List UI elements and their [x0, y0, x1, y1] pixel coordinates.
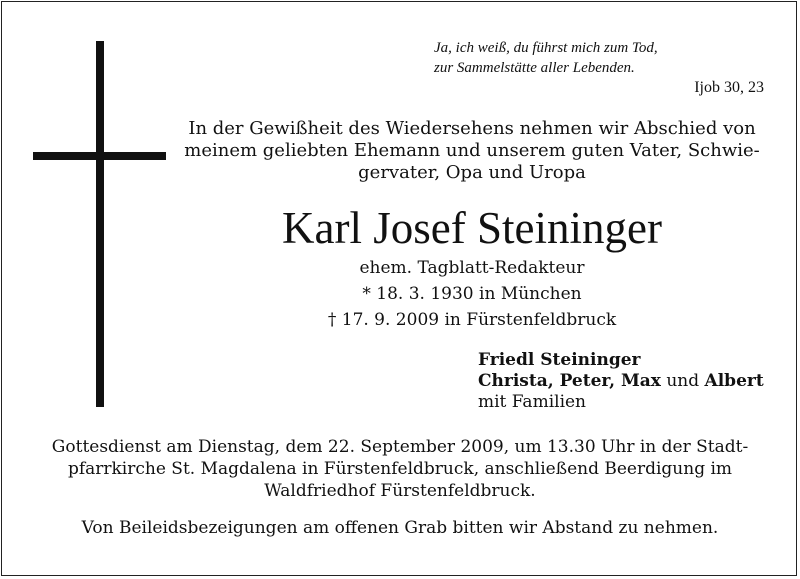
funeral-service-info [24, 436, 776, 502]
name-separator: , [547, 371, 560, 391]
service-line: Gottesdienst am Dienstag, dem 22. September 2009, um 13.30 Uhr in der Stadt- [51, 437, 749, 457]
verse-line: Ja, ich weiß, du führst mich zum Tod, [434, 40, 658, 56]
intro-line: meinem geliebten Ehemann und unserem guten Vater, Schwie- [184, 140, 760, 161]
mourner-child: Max [620, 371, 661, 391]
mourner-child: Peter [559, 371, 610, 391]
service-line: Waldfriedhof Fürstenfeldbruck. [264, 481, 536, 501]
mourners [478, 350, 788, 413]
mourner-families: mit Familien [478, 392, 587, 412]
mourner-child: Christa [478, 371, 548, 391]
service-line: pfarrkirche St. Magdalena in Fürstenfeldbruck, anschließend Beerdigung im [67, 459, 733, 479]
deceased-details [176, 255, 768, 333]
death-date: † 17. 9. 2009 in Fürstenfeldbruck [327, 310, 617, 330]
verse-line: zur Sammelstätte aller Lebenden. [434, 60, 635, 76]
intro-line: gervater, Opa und Uropa [358, 162, 586, 183]
verse-reference: Ijob 30, 23 [694, 79, 764, 96]
mourner-child: Albert [704, 371, 764, 391]
name-separator: , [609, 371, 621, 391]
bible-verse [434, 38, 764, 78]
condolences-note: Von Beileidsbezeigungen am offenen Grab bitten wir Abstand zu nehmen. [81, 518, 719, 538]
cross-vertical-bar [96, 41, 104, 407]
birth-date: * 18. 3. 1930 in München [362, 284, 582, 304]
conjunction: und [660, 371, 705, 391]
mourner-spouse: Friedl Steininger [478, 350, 641, 370]
cross-horizontal-bar [33, 152, 166, 160]
mourner-children [478, 371, 788, 392]
intro-line: In der Gewißheit des Wiedersehens nehmen wir Abschied von [188, 118, 756, 139]
occupation: ehem. Tagblatt-Redakteur [359, 258, 585, 278]
deceased-name: Karl Josef Steininger [282, 203, 662, 253]
intro-text [176, 118, 768, 184]
